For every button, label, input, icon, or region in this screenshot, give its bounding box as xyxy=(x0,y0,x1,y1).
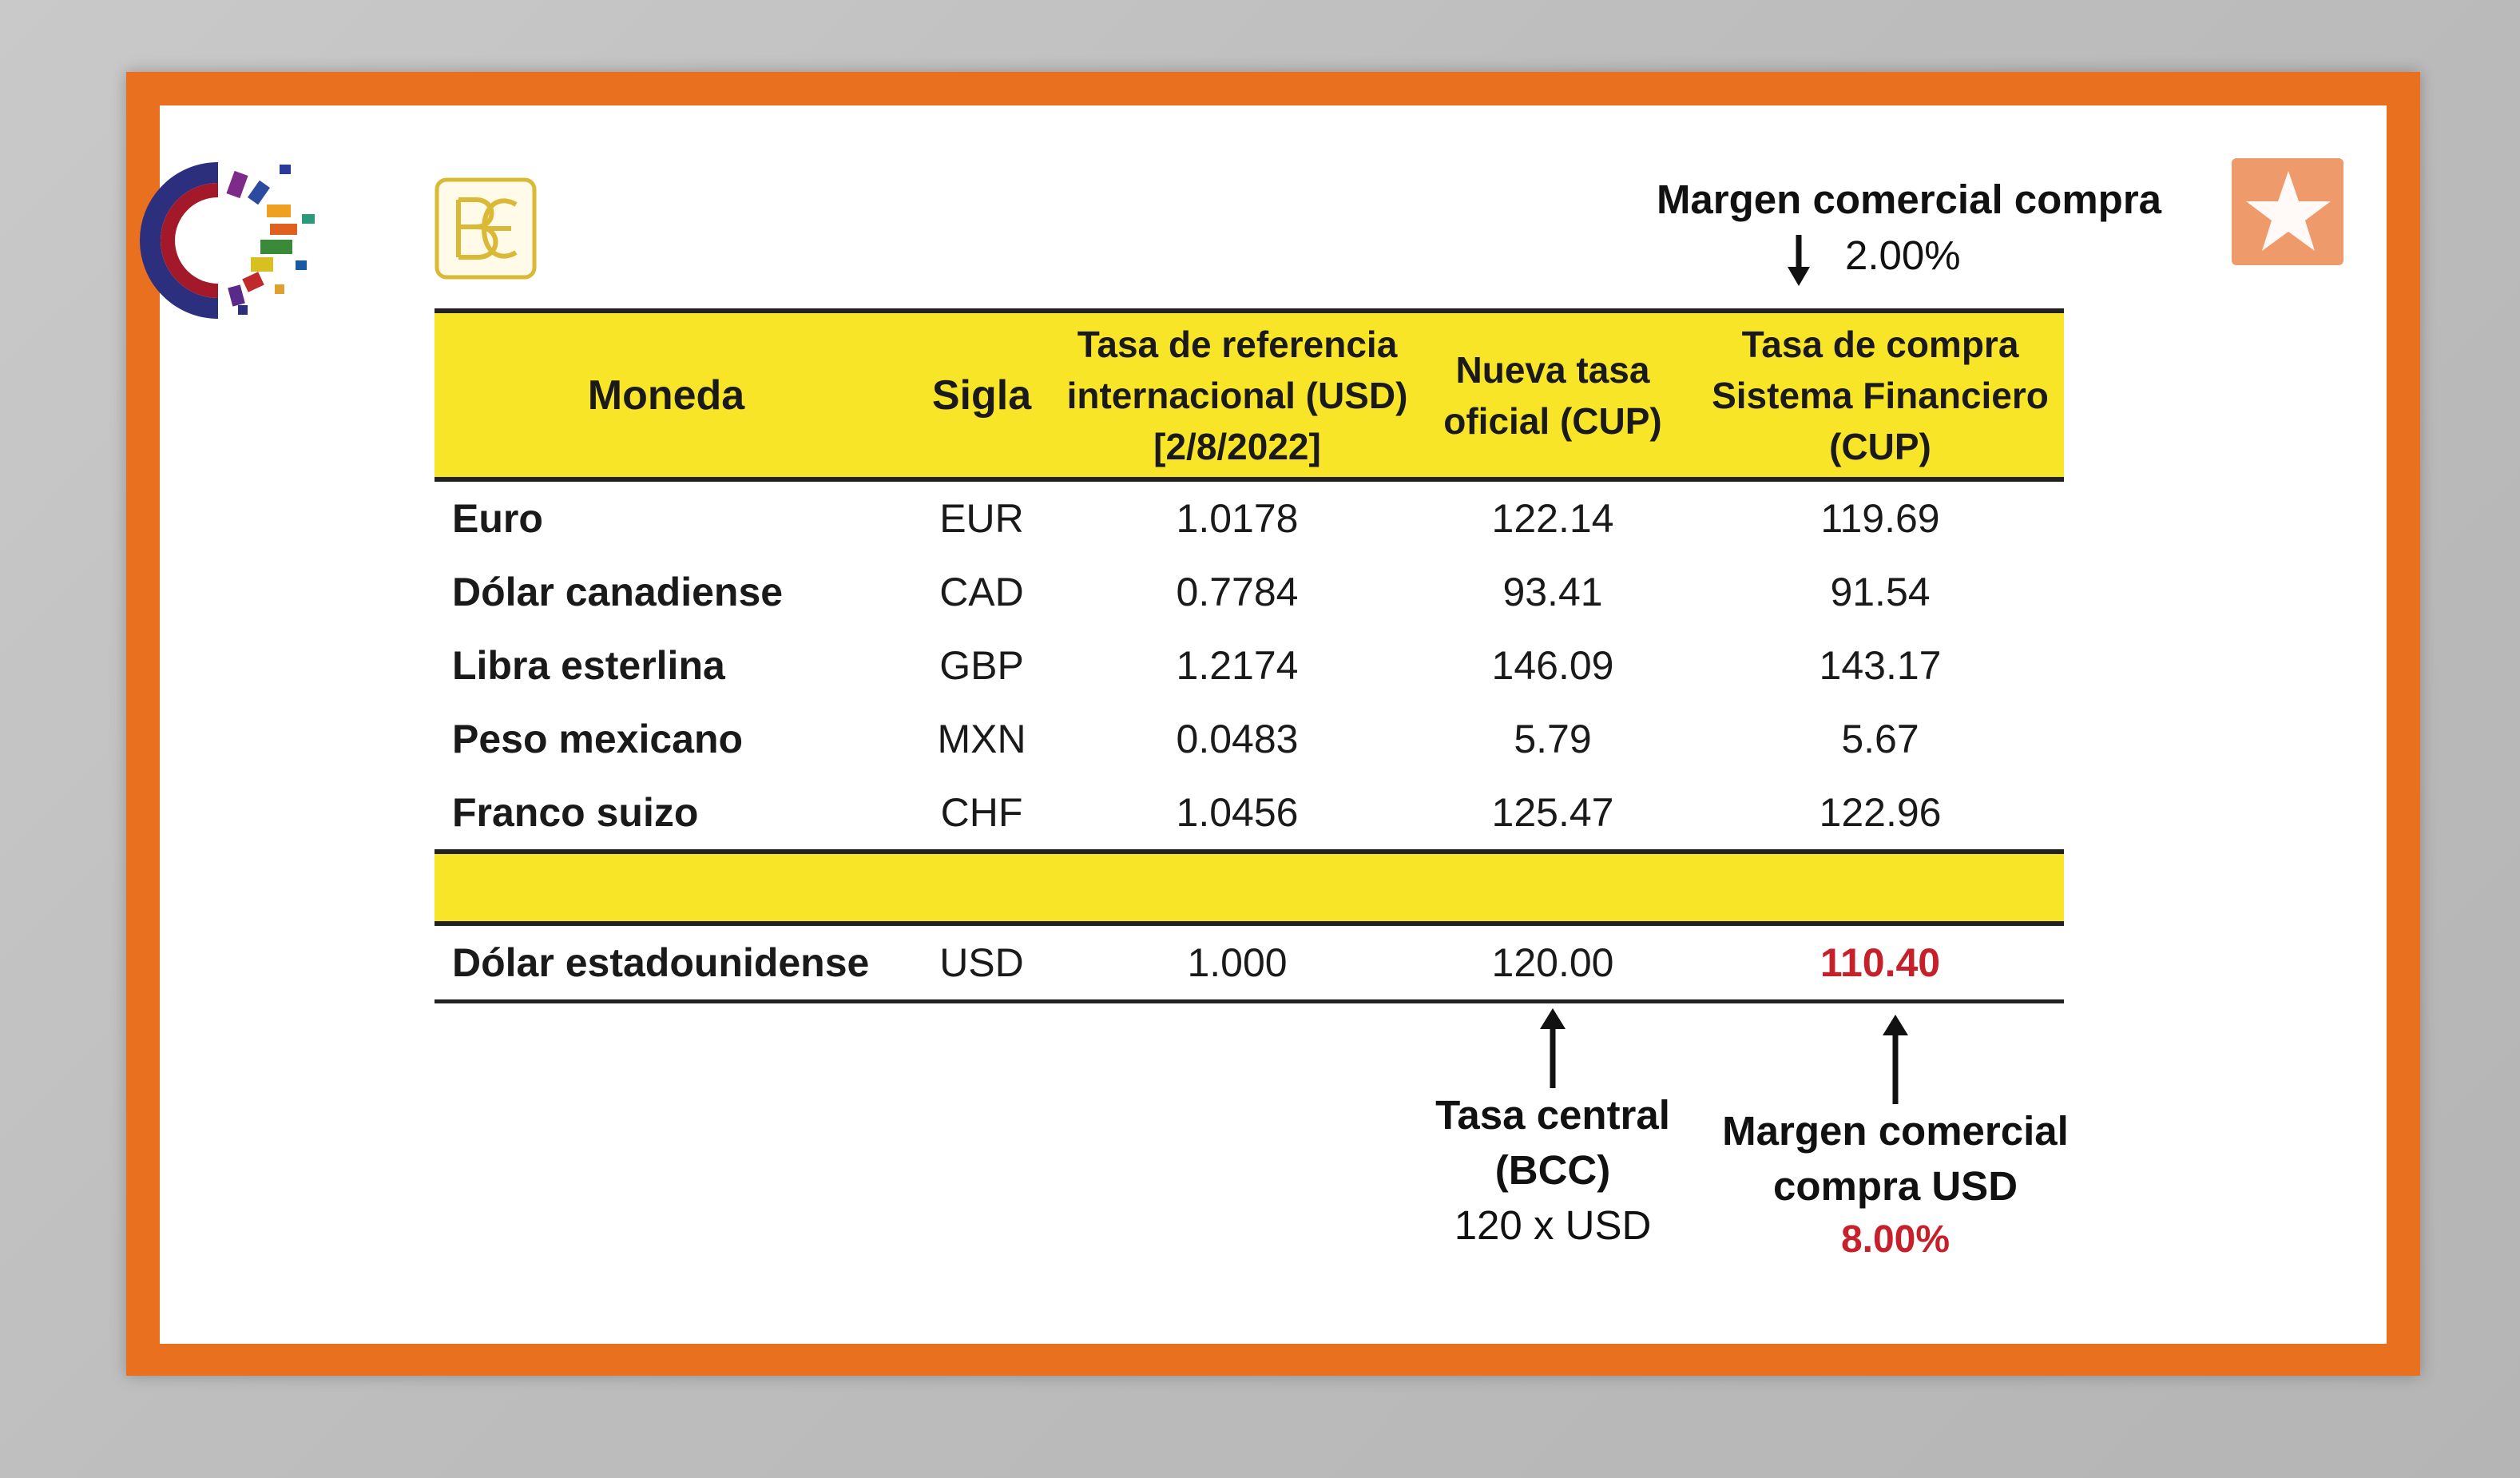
cell-oficial: 93.41 xyxy=(1502,570,1603,614)
header-compra-line2: Sistema Financiero xyxy=(1712,374,2049,416)
cell-sigla: CHF xyxy=(940,790,1023,835)
tasa-central-line2: (BCC) xyxy=(1494,1147,1611,1193)
margin-usd-value: 8.00% xyxy=(1840,1218,1951,1261)
cell-sigla: CAD xyxy=(939,570,1024,614)
up-arrow-icon xyxy=(1537,1008,1569,1088)
margin-compra-value: 2.00% xyxy=(1845,232,1961,278)
tasa-central-annotation xyxy=(1393,1091,1712,1249)
table-row xyxy=(435,629,2064,702)
table-row-usd xyxy=(435,924,2064,1002)
cell-oficial: 120.00 xyxy=(1409,924,1697,1002)
cell-oficial: 146.09 xyxy=(1491,643,1614,688)
cell-moneda: Libra esterlina xyxy=(452,643,725,688)
header-oficial-line2: oficial (CUP) xyxy=(1443,399,1662,442)
table-row xyxy=(435,702,2064,776)
cell-sigla: GBP xyxy=(939,643,1024,688)
cell-oficial: 5.79 xyxy=(1514,717,1592,761)
header-sigla: Sigla xyxy=(898,311,1066,479)
cell-moneda: Peso mexicano xyxy=(452,717,744,761)
exchange-rates-table xyxy=(435,308,2064,1003)
header-tasa-referencia xyxy=(1066,311,1409,479)
cell-sigla: MXN xyxy=(937,717,1026,761)
header-compra-line3: (CUP) xyxy=(1829,425,1931,467)
cell-ref: 1.000 xyxy=(1066,924,1409,1002)
header-tasa-compra xyxy=(1697,311,2064,479)
cell-ref: 0.7784 xyxy=(1176,570,1299,614)
table-row xyxy=(435,555,2064,629)
cell-ref: 1.0178 xyxy=(1176,496,1299,541)
cell-compra: 5.67 xyxy=(1841,717,1919,761)
cell-compra-highlight: 110.40 xyxy=(1697,924,2064,1002)
margin-usd-line1: Margen comercial xyxy=(1722,1108,2069,1154)
table-row xyxy=(435,479,2064,555)
down-arrow-icon xyxy=(1783,233,1815,288)
star-logo xyxy=(2228,155,2348,268)
margin-usd-annotation xyxy=(1693,1107,2097,1261)
cell-sigla: USD xyxy=(898,924,1066,1002)
table-header-row xyxy=(435,311,2064,479)
header-oficial-line1: Nueva tasa xyxy=(1455,348,1650,391)
header-ref-line3: [2/8/2022] xyxy=(1153,425,1321,467)
cell-compra: 91.54 xyxy=(1830,570,1931,614)
margin-usd-line2: compra USD xyxy=(1772,1163,2018,1209)
cell-moneda: Euro xyxy=(452,496,543,541)
cell-moneda: Dólar canadiense xyxy=(452,570,784,614)
separator-band xyxy=(435,852,2064,924)
header-moneda: Moneda xyxy=(435,311,898,479)
cell-compra: 119.69 xyxy=(1820,496,1940,541)
cell-ref: 1.0456 xyxy=(1176,790,1299,835)
header-compra-line1: Tasa de compra xyxy=(1741,323,2019,365)
cell-ref: 1.2174 xyxy=(1176,643,1299,688)
up-arrow-icon xyxy=(1879,1015,1911,1104)
cell-compra: 122.96 xyxy=(1819,790,1942,835)
header-ref-line1: Tasa de referencia xyxy=(1077,323,1398,365)
cell-oficial: 125.47 xyxy=(1491,790,1614,835)
cell-oficial: 122.14 xyxy=(1491,496,1614,541)
table-row xyxy=(435,776,2064,852)
margin-compra-value-group xyxy=(1783,232,2022,288)
cell-ref: 0.0483 xyxy=(1176,717,1299,761)
cell-moneda: Dólar estadounidense xyxy=(435,924,898,1002)
cell-moneda: Franco suizo xyxy=(452,790,699,835)
bce-logo xyxy=(435,177,537,280)
table-separator-row xyxy=(435,852,2064,924)
margin-compra-label: Margen comercial compra xyxy=(1656,177,2162,222)
cell-sigla: EUR xyxy=(939,496,1024,541)
broadcaster-logo xyxy=(110,141,334,340)
cell-compra: 143.17 xyxy=(1819,643,1942,688)
header-nueva-tasa xyxy=(1409,311,1697,479)
tasa-central-line1: Tasa central xyxy=(1435,1092,1670,1138)
tasa-central-line3: 120 x USD xyxy=(1454,1202,1652,1248)
header-ref-line2: internacional (USD) xyxy=(1066,374,1408,416)
